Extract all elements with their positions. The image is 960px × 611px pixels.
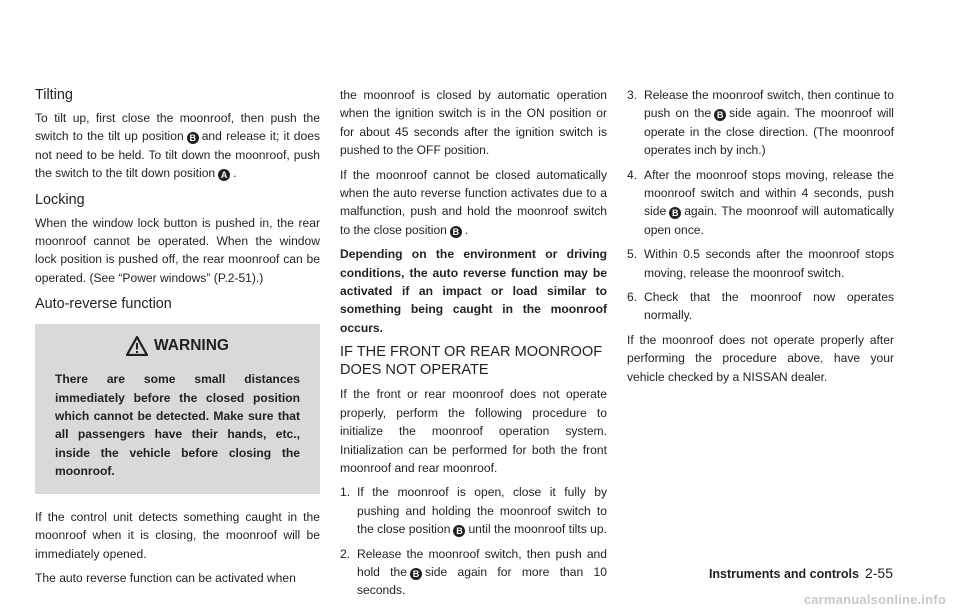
- tilting-paragraph: To tilt up, first close the moonroof, then push the switch to the tilt up position B and release it; it does not need to be held. To tilt down the moonroof, push the switch to the tilt down position A .: [35, 111, 320, 181]
- warning-header: [55, 336, 300, 356]
- section-title: Instruments and controls: [708, 567, 859, 581]
- list-item: 6. Check that the moonroof now operates normally.: [627, 290, 894, 323]
- callout-b-icon: B: [714, 109, 726, 121]
- steps-list-2: [627, 86, 894, 325]
- list-item: 2. Release the moonroof switch, then push and hold the B side again for more than 10 seconds.: [340, 546, 607, 598]
- activated-paragraph: The auto reverse function can be activated when: [35, 570, 296, 585]
- warning-text: There are some small distances immediately before the closed position which cannot be detected. Make sure that all passengers have their hands, etc., inside the vehicle before closing the moonroof.: [55, 372, 300, 479]
- column-middle: [340, 86, 607, 606]
- page-number: 2-55: [864, 565, 893, 581]
- warning-triangle-icon: [126, 336, 148, 356]
- intro-paragraph: If the front or rear moonroof does not operate properly, perform the following procedure to initialize the moonroof operation system. Initialization can be performed for both the front moonroof and rear moonroof.: [340, 387, 607, 475]
- list-item: 5. Within 0.5 seconds after the moonroof stops moving, release the moonroof switch.: [627, 247, 894, 280]
- not-operate-heading: IF THE FRONT OR REAR MOONROOF DOES NOT OPERATE: [340, 344, 603, 379]
- steps-list-1: [340, 483, 607, 599]
- warning-box: [35, 324, 320, 493]
- callout-b-icon: B: [410, 568, 422, 580]
- locking-paragraph: When the window lock button is pushed in, the rear moonroof cannot be operated. When the window lock position is pushed off, the rear moonroof can be operated. (See “Power windows” (P.2-51).): [35, 215, 320, 285]
- auto-reverse-heading: Auto-reverse function: [35, 296, 172, 313]
- page-footer: [709, 565, 893, 581]
- list-item: 4. After the moonroof stops moving, release the moonroof switch and within 4 seconds, push side B again. The moonroof will automatically open once.: [627, 167, 894, 237]
- list-item: 1. If the moonroof is open, close it fully by pushing and holding the moonroof switch to the close position B until the moonroof tilts up.: [340, 485, 607, 537]
- cannot-close-paragraph: If the moonroof cannot be closed automatically when the auto reverse function activates due to a malfunction, push and hold the moonroof switch to the close position B .: [340, 167, 607, 237]
- watermark: carmanualsonline.info: [803, 592, 946, 607]
- bold-note-paragraph: Depending on the environment or driving conditions, the auto reverse function may be activated if an impact or load similar to something being caught in the moonroof occurs.: [340, 247, 607, 335]
- column-right: [627, 86, 894, 392]
- list-item: 3. Release the moonroof switch, then continue to push on the B side again. The moonroof will operate in the close direction. (The moonroof operates inch by inch.): [627, 88, 894, 158]
- column-left: [35, 86, 320, 593]
- detect-paragraph: If the control unit detects something caught in the moonroof when it is closing, the moonroof will be immediately opened.: [35, 509, 320, 561]
- callout-b-icon: B: [669, 207, 681, 219]
- callout-b-icon: B: [453, 525, 465, 537]
- locking-heading: Locking: [35, 191, 85, 208]
- callout-b-icon: B: [187, 132, 199, 144]
- callout-b-icon: B: [450, 226, 462, 238]
- continued-paragraph: the moonroof is closed by automatic operation when the ignition switch is in the ON position or for about 45 seconds after the ignition switch is pushed to the OFF position.: [340, 88, 607, 158]
- tilting-heading: Tilting: [35, 87, 73, 103]
- callout-a-icon: A: [218, 169, 230, 181]
- final-paragraph: If the moonroof does not operate properly after performing the procedure above, have your vehicle checked by a NISSAN dealer.: [627, 332, 894, 384]
- warning-title: WARNING: [154, 337, 229, 355]
